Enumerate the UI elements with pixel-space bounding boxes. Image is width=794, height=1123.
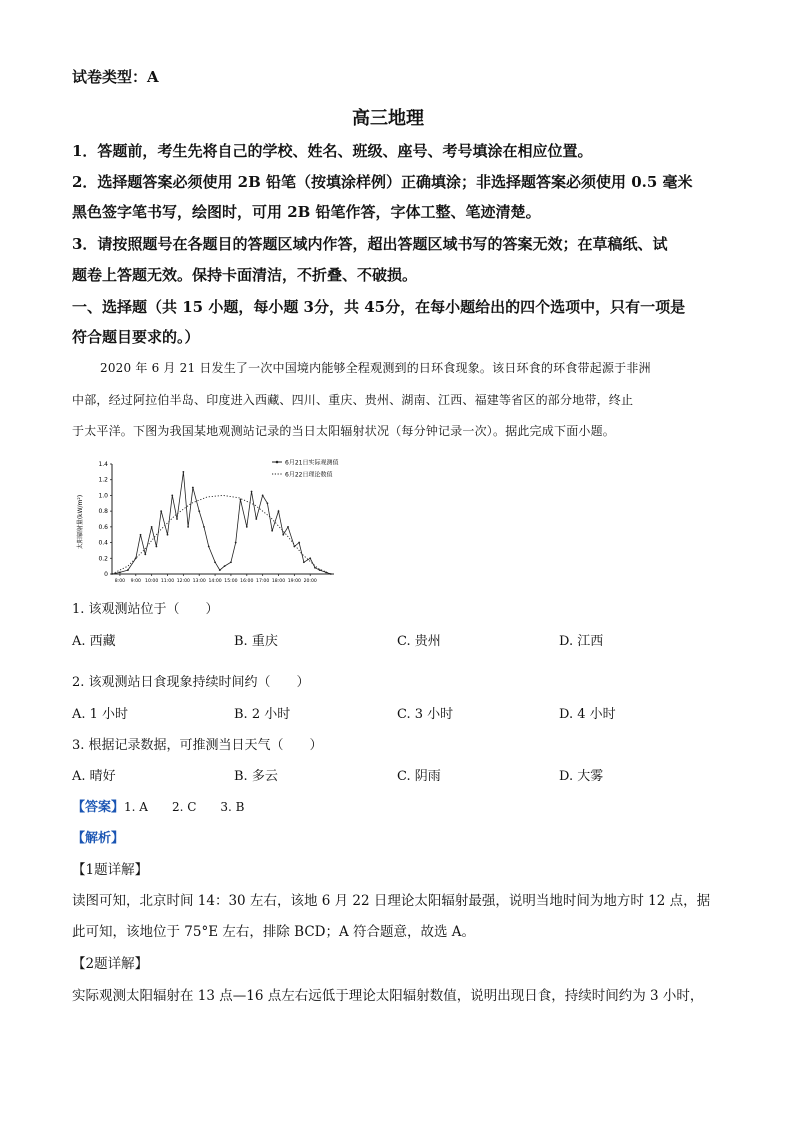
detail-2-tag: 【2题详解】 — [72, 956, 149, 972]
y-axis-label: 太阳辐射量(kW/m²) — [77, 494, 84, 550]
actual-data-point — [208, 546, 210, 548]
question-2-stem: 2. 该观测站日食现象持续时间约（ ） — [72, 675, 310, 690]
actual-data-point — [182, 471, 184, 473]
section-heading-cont: 符合题目要求的。） — [72, 328, 200, 346]
actual-data-point — [251, 491, 253, 493]
passage-line-2: 中部，经过阿拉伯半岛、印度进入西藏、四川、重庆、贵州、湖南、江西、福建等省区的部分地带，终止 — [72, 393, 634, 407]
x-tick-label: 17:00 — [256, 579, 270, 584]
x-tick-label: 12:00 — [176, 579, 190, 584]
question-1-option-c: C. 贵州 — [397, 634, 441, 649]
y-tick-label: 0.8 — [98, 508, 108, 516]
legend-label-actual: 6月21日实际观测值 — [285, 459, 339, 467]
y-tick-label: 0.6 — [98, 523, 108, 531]
instruction-2-cont: 黑色签字笔书写，绘图时，可用 2B 铅笔作答，字体工整、笔迹清楚。 — [72, 203, 541, 221]
actual-data-point — [198, 510, 200, 512]
actual-data-point — [271, 530, 273, 532]
detail-1-line-2: 此可知，该地位于 75°E 左右，排除 BCD；A 符合题意，故选 A。 — [72, 924, 476, 940]
actual-data-point — [278, 510, 280, 512]
question-1-stem: 1. 该观测站位于（ ） — [72, 602, 219, 617]
question-3-option-b: B. 多云 — [234, 769, 278, 784]
actual-data-point — [314, 567, 316, 569]
actual-data-point — [267, 502, 269, 504]
x-tick-label: 9:00 — [130, 579, 141, 584]
y-tick-label: 0 — [104, 571, 108, 578]
actual-data-point — [319, 569, 321, 571]
analysis-tag: 【解析】 — [72, 831, 125, 846]
question-3-stem: 3. 根据记录数据，可推测当日天气（ ） — [72, 738, 323, 753]
series-actual-line — [112, 472, 331, 574]
actual-data-point — [230, 561, 232, 563]
actual-data-point — [176, 518, 178, 520]
answer-tag: 【答案】 — [72, 800, 125, 815]
x-tick-label: 14:00 — [208, 579, 222, 584]
actual-data-point — [262, 495, 264, 497]
passage-line-1: 2020 年 6 月 21 日发生了一次中国境内能够全程观测到的日环食现象。该日环食的环食带起源于非洲 — [100, 361, 651, 375]
y-tick-label: 1.4 — [98, 461, 108, 468]
actual-data-point — [303, 561, 305, 563]
answer-block — [72, 796, 244, 815]
instruction-3-cont: 题卷上答题无效。保持卡面清洁，不折叠、不破损。 — [72, 266, 418, 284]
actual-data-point — [187, 526, 189, 528]
actual-data-point — [287, 526, 289, 528]
actual-data-point — [214, 561, 216, 563]
actual-data-point — [240, 498, 242, 500]
actual-data-point — [309, 557, 311, 559]
question-1-option-a: A. 西藏 — [72, 634, 116, 649]
answer-text: 1. A 2. C 3. B — [124, 800, 245, 814]
actual-data-point — [219, 569, 221, 571]
question-1-option-b: B. 重庆 — [234, 634, 278, 649]
actual-data-point — [282, 534, 284, 536]
x-tick-label: 13:00 — [192, 579, 206, 584]
y-tick-label: 0.4 — [98, 539, 108, 547]
actual-data-point — [255, 518, 257, 520]
series-theoretical-line — [112, 495, 331, 574]
y-tick-label: 1.2 — [98, 476, 108, 484]
detail-2-line-1: 实际观测太阳辐射在 13 点—16 点左右远低于理论太阳辐射数值，说明出现日食，持续时间约为 3 小时， — [72, 988, 704, 1004]
detail-1-tag: 【1题详解】 — [72, 862, 149, 878]
section-heading: 一、选择题（共 15 小题，每小题 3分，共 45分，在每小题给出的四个选项中，只有一项是 — [72, 298, 686, 316]
x-tick-label: 16:00 — [240, 579, 254, 584]
page-title: 高三地理 — [352, 108, 424, 129]
question-2-option-a: A. 1 小时 — [72, 707, 129, 722]
question-2-option-b: B. 2 小时 — [234, 707, 291, 722]
x-tick-label: 10:00 — [145, 579, 159, 584]
actual-data-point — [203, 526, 205, 528]
legend-label-theoretical: 6月22日理论数值 — [285, 471, 333, 479]
question-1-option-d: D. 江西 — [559, 634, 604, 649]
actual-data-point — [144, 553, 146, 555]
x-tick-label: 18:00 — [271, 579, 286, 584]
question-2-option-d: D. 4 小时 — [559, 707, 616, 722]
actual-data-point — [156, 546, 158, 548]
instruction-1: 1．答题前，考生先将自己的学校、姓名、班级、座号、考号填涂在相应位置。 — [72, 142, 593, 160]
actual-data-point — [119, 572, 121, 574]
solar-radiation-chart — [72, 452, 342, 590]
actual-data-point — [160, 510, 162, 512]
actual-data-point — [140, 534, 142, 536]
chart-legend — [272, 459, 338, 479]
y-tick-label: 1.0 — [98, 492, 108, 500]
actual-data-point — [192, 487, 194, 489]
actual-data-point — [127, 569, 129, 571]
instruction-3: 3．请按照题号在各题目的答题区域内作答，超出答题区域书写的答案无效；在草稿纸、试 — [72, 235, 668, 253]
actual-data-point — [171, 495, 173, 497]
question-3-option-d: D. 大雾 — [559, 769, 604, 784]
y-tick-label: 0.2 — [98, 555, 108, 563]
actual-data-point — [298, 542, 300, 544]
x-tick-label: 8:00 — [114, 579, 126, 584]
question-3-option-a: A. 晴好 — [72, 769, 116, 784]
x-tick-label: 20:00 — [303, 579, 317, 584]
actual-data-point — [167, 534, 169, 536]
passage-line-3: 于太平洋。下图为我国某地观测站记录的当日太阳辐射状况（每分钟记录一次）。据此完成下面小题。 — [72, 424, 616, 438]
actual-data-point — [151, 526, 153, 528]
x-tick-label: 19:00 — [287, 579, 301, 584]
actual-data-point — [235, 542, 237, 544]
paper-type: 试卷类型：A — [72, 68, 159, 86]
detail-1-line-1: 读图可知，北京时间 14：30 左右，该地 6 月 22 日理论太阳辐射最强，说明当地时间为地方时 12 点，据 — [72, 893, 711, 909]
x-tick-label: 11:00 — [160, 579, 175, 584]
question-2-option-c: C. 3 小时 — [397, 707, 454, 722]
instruction-2: 2．选择题答案必须使用 2B 铅笔（按填涂样例）正确填涂；非选择题答案必须使用 0.5 毫米 — [72, 173, 693, 191]
actual-data-point — [224, 565, 226, 567]
question-3-option-c: C. 阴雨 — [397, 769, 441, 784]
legend-solid-marker — [276, 461, 279, 464]
x-tick-label: 15:00 — [224, 579, 238, 584]
actual-data-point — [246, 526, 248, 528]
